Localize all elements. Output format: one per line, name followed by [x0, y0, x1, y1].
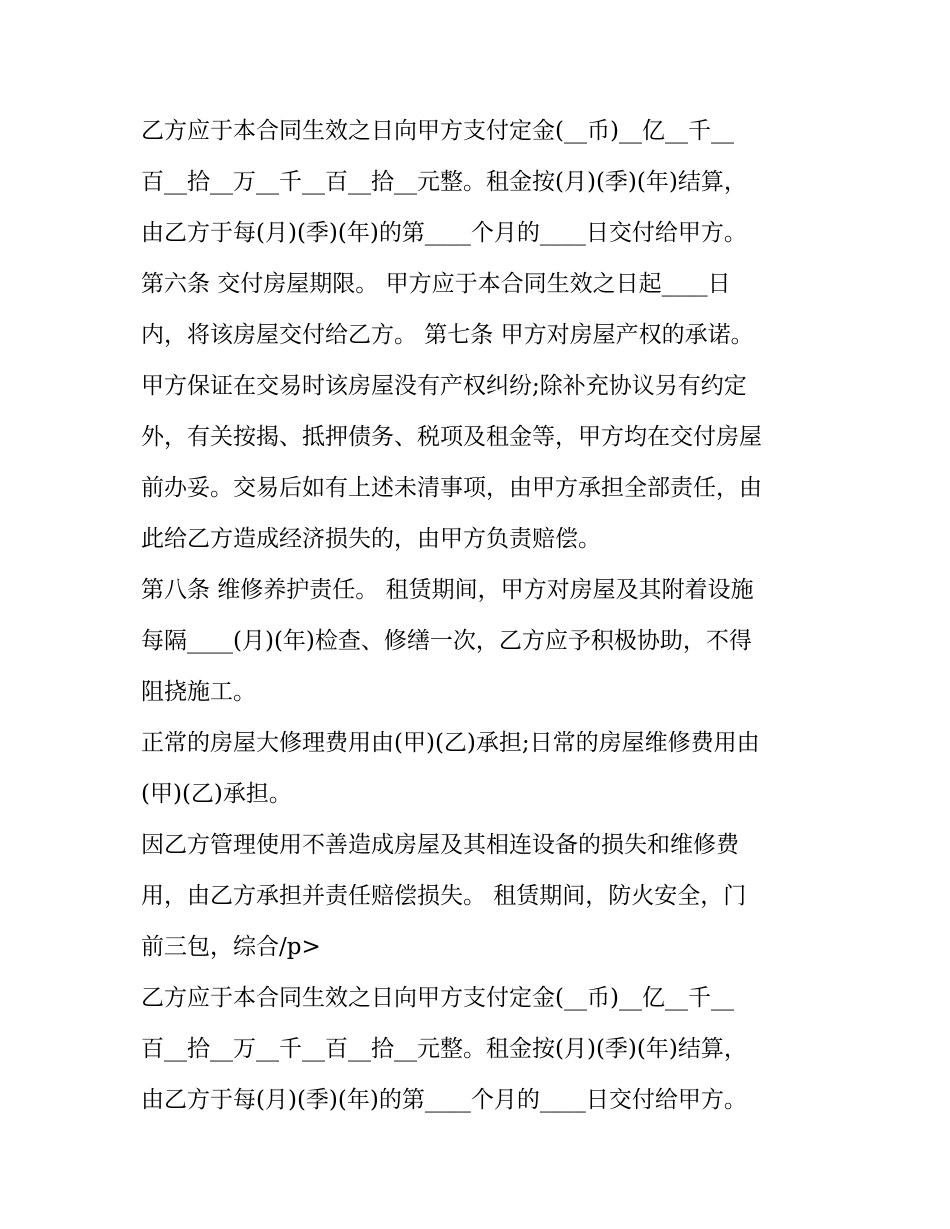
text-line: 百__拾__万__千__百__拾__元整。租金按(月)(季)(年)结算，	[141, 169, 747, 195]
text-line: 外，有关按揭、抵押债务、税项及租金等，甲方均在交付房屋	[141, 424, 762, 450]
text-line: 第八条 维修养护责任。 租赁期间，甲方对房屋及其附着设施	[141, 577, 754, 603]
text-line: 乙方应于本合同生效之日向甲方支付定金(__币)__亿__千__	[141, 118, 734, 144]
text-line: 前办妥。交易后如有上述未清事项，由甲方承担全部责任，由	[141, 475, 762, 501]
text-line: 百__拾__万__千__百__拾__元整。租金按(月)(季)(年)结算，	[141, 1036, 747, 1062]
document-body	[141, 106, 821, 1126]
text-line: 由乙方于每(月)(季)(年)的第____个月的____日交付给甲方。	[141, 1087, 747, 1113]
text-line: 每隔____(月)(年)检查、修缮一次，乙方应予积极协助，不得	[141, 628, 752, 654]
text-line: (甲)(乙)承担。	[141, 781, 292, 807]
text-line: 阻挠施工。	[141, 679, 256, 705]
text-line: 前三包，综合/p>	[141, 934, 321, 960]
text-line: 此给乙方造成经济损失的，由甲方负责赔偿。	[141, 526, 601, 552]
text-line: 甲方保证在交易时该房屋没有产权纠纷;除补充协议另有约定	[141, 373, 747, 399]
text-line: 由乙方于每(月)(季)(年)的第____个月的____日交付给甲方。	[141, 220, 747, 246]
text-line: 正常的房屋大修理费用由(甲)(乙)承担;日常的房屋维修费用由	[141, 730, 760, 756]
text-line: 因乙方管理使用不善造成房屋及其相连设备的损失和维修费	[141, 832, 739, 858]
text-line: 内，将该房屋交付给乙方。 第七条 甲方对房屋产权的承诺。	[141, 322, 754, 348]
text-line: 乙方应于本合同生效之日向甲方支付定金(__币)__亿__千__	[141, 985, 734, 1011]
text-line: 第六条 交付房屋期限。 甲方应于本合同生效之日起____日	[141, 271, 731, 297]
text-line: 用，由乙方承担并责任赔偿损失。 租赁期间，防火安全，门	[141, 883, 747, 909]
